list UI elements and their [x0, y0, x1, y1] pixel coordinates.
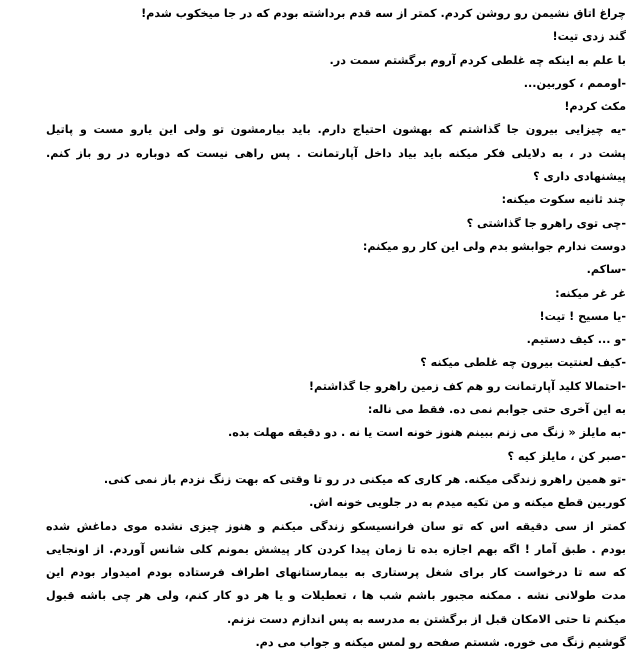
text-line: مدت طولانی نشه . ممکنه مجبور باشم شب ها ، تعطیلات و یا هر دو کار کنم، ولی هر چی باشه قبول — [46, 589, 626, 603]
text-line: کوربین قطع میکنه و من تکیه میدم به در جلویی خونه اش. — [309, 496, 626, 510]
text-line: با علم به اینکه چه غلطی کردم آروم برگشتم سمت در. — [329, 53, 626, 67]
document-text-body — [46, 2, 626, 654]
text-line: چند ثانیه سکوت میکنه: — [501, 193, 626, 207]
text-line: دوست ندارم جوابشو بدم ولی این کار رو میکنم: — [362, 239, 626, 253]
text-line: بودم . طبق آمار ! اگه بهم اجازه بده تا زمان پیدا کردن کار پیشش بمونم کلی شانس آوردم. از اونجایی — [46, 542, 626, 556]
text-line: -اوممم ، کوربین... — [523, 76, 626, 90]
text-line: پشت در ، به دلایلی فکر میکنه باید بیاد داخل آپارتمانت . پس راهی نیست که دوباره در رو باز کنم. — [46, 146, 626, 160]
text-line: -ساکم. — [586, 263, 626, 277]
text-line: میکنم تا حتی الامکان قبل از برگشتن به مدرسه به پس اندازم دست نزنم. — [226, 612, 626, 626]
text-line: -صبر کن ، مایلز کیه ؟ — [507, 449, 626, 463]
text-line: -تو همین راهرو زندگی میکنه. هر کاری که میکنی در رو تا وقتی که بهت زنگ نزدم باز نمی کنی. — [103, 472, 626, 486]
text-line: -احتمالا کلید آپارتمانت رو هم کف زمین راهرو جا گذاشتم! — [308, 379, 626, 393]
text-line: گند زدی تیت! — [552, 30, 626, 44]
text-line: -یه چیزایی بیرون جا گذاشتم که بهشون احتیاج دارم. باید بیارمشون تو ولی این یارو مست و پاتیل — [46, 123, 626, 137]
text-line: -کیف لعنتیت بیرون چه غلطی میکنه ؟ — [420, 356, 626, 370]
text-line: مکث کردم! — [564, 100, 626, 114]
text-line: به این آخری حتی جوابم نمی ده. فقط می ناله: — [367, 403, 626, 417]
text-line: -چی توی راهرو جا گذاشتی ؟ — [466, 216, 626, 230]
text-line: غر غر میکنه: — [555, 286, 626, 300]
text-line: کمتر از سی دقیقه اس که تو سان فرانسیسکو زندگی میکنم و هنوز چیزی نشده موی دماغش شده — [46, 519, 626, 533]
text-line: چراغ اتاق نشیمن رو روشن کردم. کمتر از سه قدم برداشته بودم که در جا میخکوب شدم! — [141, 7, 626, 20]
text-line: گوشیم زنگ می خوره. شستم صفحه رو لمس میکنه و جواب می دم. — [255, 636, 626, 650]
text-line: -یا مسیح ! تیت! — [539, 309, 626, 323]
text-line: پیشنهادی داری ؟ — [533, 170, 626, 184]
text-line: -و ... کیف دستیم. — [526, 333, 626, 347]
text-line: که سه تا درخواست کار برای شغل پرستاری به بیمارستانهای اطراف فرستاده بودم امیدوار بودم این — [46, 566, 626, 580]
text-line: -به مایلز « زنگ می زنم ببینم هنوز خونه است یا نه . دو دقیقه مهلت بده. — [227, 426, 626, 440]
